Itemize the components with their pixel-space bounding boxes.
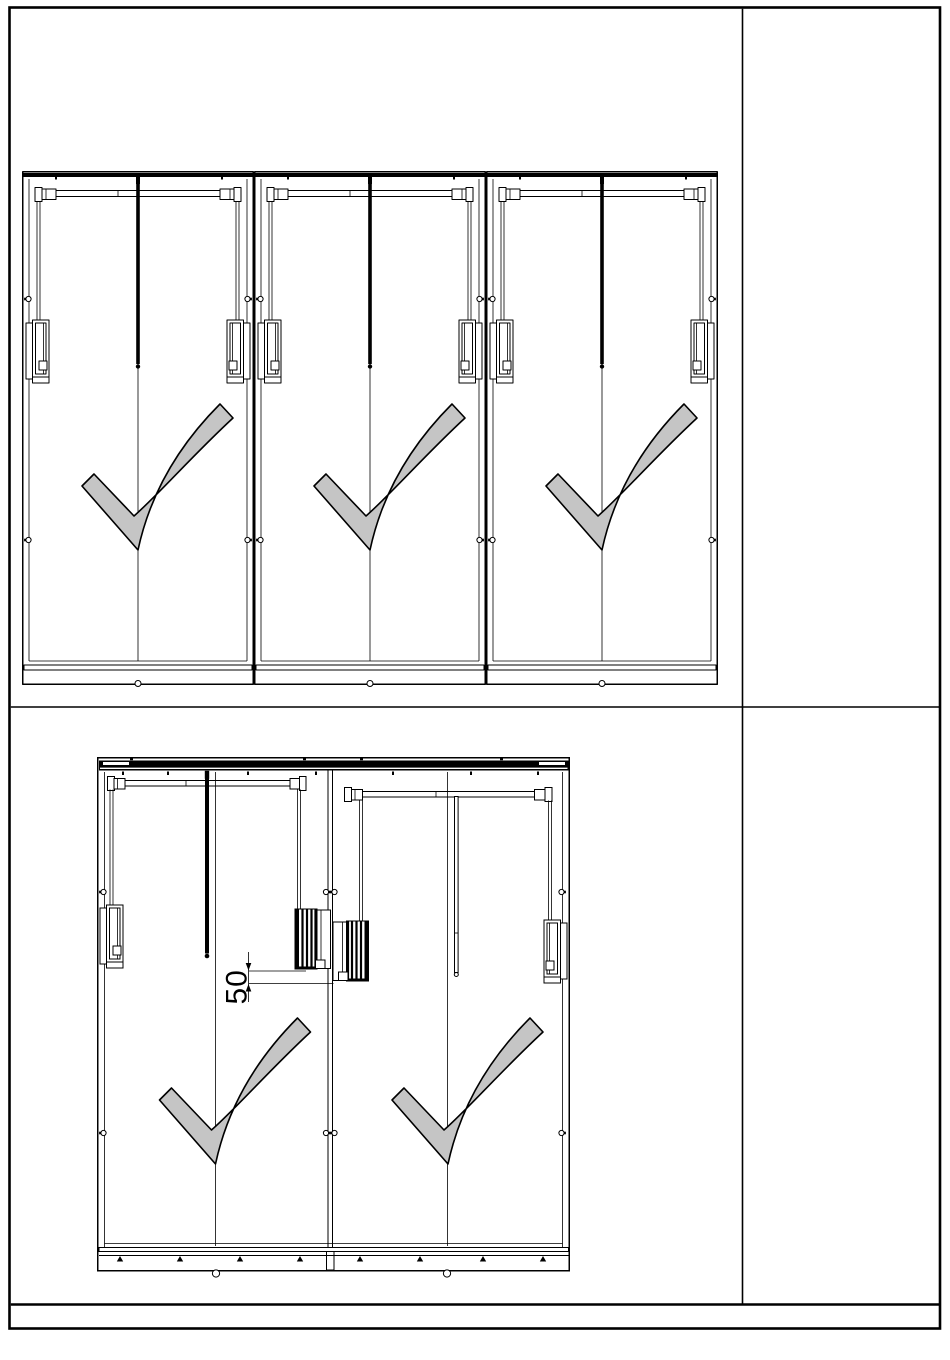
wire-basket-right <box>333 921 369 982</box>
bottom-drawing-sliding-wardrobe <box>98 757 570 1277</box>
wardrobe-module-1 <box>23 172 254 687</box>
checkmark-icon <box>160 1018 311 1164</box>
top-drawing-triple-wardrobe <box>23 172 718 687</box>
cabinet-outline <box>98 758 570 1271</box>
wire-basket-left <box>295 909 331 970</box>
left-compartment-lift <box>100 771 331 1246</box>
foot-glide <box>212 1270 219 1277</box>
wardrobe-module-3 <box>487 172 718 687</box>
right-compartment-lift <box>333 772 567 1246</box>
foot-glide <box>443 1270 450 1277</box>
dimension-label: 50 <box>220 969 254 1005</box>
sliding-door-track <box>99 757 569 775</box>
footer-strip <box>11 1306 939 1327</box>
pull-rod <box>205 771 210 959</box>
wardrobe-module-2 <box>255 172 486 687</box>
hanging-rail <box>363 792 535 798</box>
checkmarks-layer <box>160 1018 544 1164</box>
side-column <box>744 9 938 1303</box>
checkmark-icon <box>392 1018 543 1164</box>
pull-rod-extended <box>454 797 458 977</box>
